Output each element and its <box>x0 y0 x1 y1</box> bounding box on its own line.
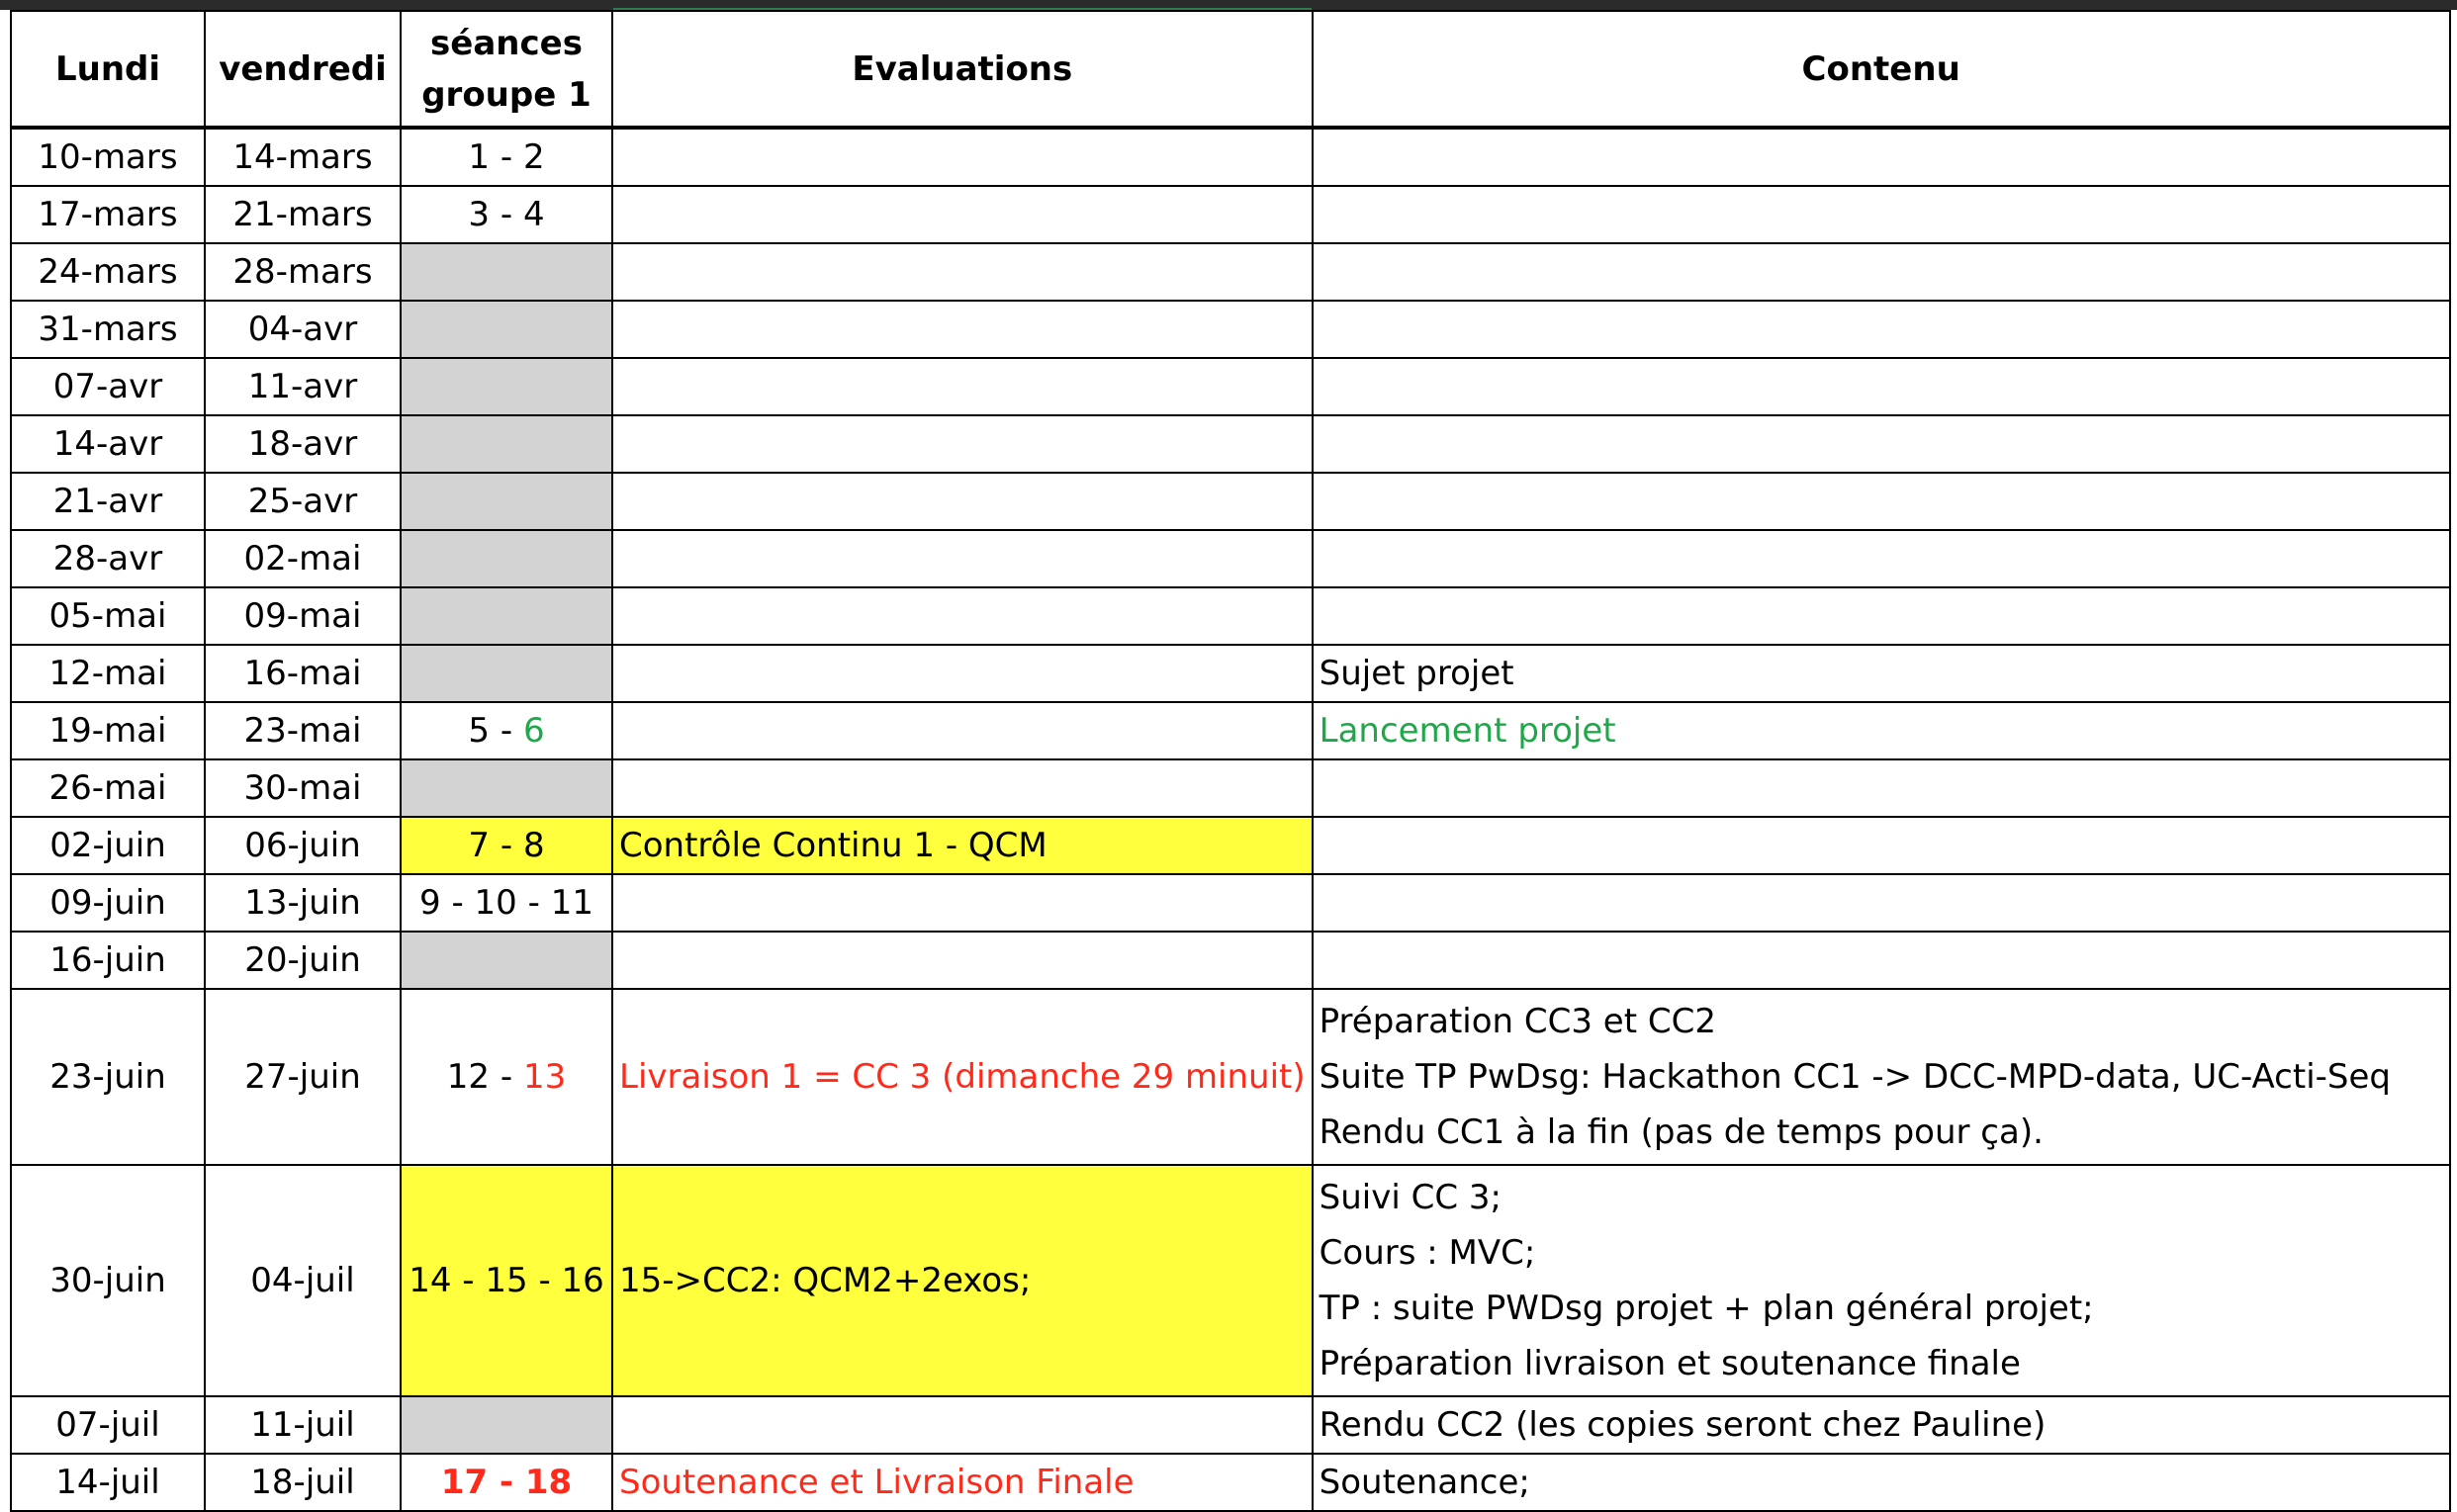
contenu-line: Préparation livraison et soutenance finale <box>1319 1344 2021 1383</box>
contenu-line: Cours : MVC; <box>1319 1233 1536 1273</box>
cell-contenu[interactable] <box>1313 473 2450 530</box>
header-evaluations[interactable]: Evaluations <box>612 11 1313 128</box>
cell-evaluations[interactable] <box>612 301 1313 358</box>
cell-contenu[interactable] <box>1313 817 2450 874</box>
cell-vendredi[interactable]: 11-juil <box>205 1396 401 1454</box>
cell-vendredi[interactable]: 18-juil <box>205 1454 401 1511</box>
cell-seances[interactable]: 7 - 8 <box>401 817 612 874</box>
table-row <box>11 989 2450 1165</box>
cell-vendredi[interactable]: 13-juin <box>205 874 401 932</box>
cell-seances-empty[interactable] <box>401 1396 612 1454</box>
cell-lundi[interactable]: 12-mai <box>11 645 205 702</box>
cell-contenu[interactable]: Sujet projet <box>1313 645 2450 702</box>
cell-evaluations[interactable]: Contrôle Continu 1 - QCM <box>612 817 1313 874</box>
cell-evaluations[interactable] <box>612 932 1313 989</box>
table-row <box>11 301 2450 358</box>
cell-lundi[interactable]: 02-juin <box>11 817 205 874</box>
cell-vendredi[interactable]: 28-mars <box>205 243 401 301</box>
cell-lundi[interactable]: 30-juin <box>11 1165 205 1396</box>
cell-seances-empty[interactable] <box>401 301 612 358</box>
cell-contenu[interactable] <box>1313 128 2450 186</box>
cell-contenu[interactable] <box>1313 1165 2450 1396</box>
cell-evaluations[interactable] <box>612 530 1313 587</box>
cell-contenu[interactable] <box>1313 759 2450 817</box>
cell-lundi[interactable]: 19-mai <box>11 702 205 759</box>
cell-evaluations[interactable] <box>612 186 1313 243</box>
cell-contenu[interactable] <box>1313 587 2450 645</box>
header-row <box>11 11 2450 128</box>
cell-lundi[interactable]: 07-avr <box>11 358 205 415</box>
table-row <box>11 530 2450 587</box>
cell-seances[interactable] <box>401 989 612 1165</box>
cell-evaluations[interactable] <box>612 358 1313 415</box>
header-seances-line1: séances <box>430 23 583 63</box>
cell-lundi[interactable]: 26-mai <box>11 759 205 817</box>
cell-evaluations[interactable] <box>612 243 1313 301</box>
cell-seances-empty[interactable] <box>401 243 612 301</box>
table-row <box>11 817 2450 874</box>
cell-evaluations[interactable] <box>612 128 1313 186</box>
table-row <box>11 186 2450 243</box>
cell-vendredi[interactable]: 20-juin <box>205 932 401 989</box>
cell-vendredi[interactable]: 04-juil <box>205 1165 401 1396</box>
seances-part-highlight: 6 <box>522 711 545 751</box>
cell-contenu[interactable] <box>1313 530 2450 587</box>
header-vendredi[interactable]: vendredi <box>205 11 401 128</box>
cell-lundi[interactable]: 16-juin <box>11 932 205 989</box>
cell-seances[interactable]: 17 - 18 <box>401 1454 612 1511</box>
table-row <box>11 243 2450 301</box>
cell-evaluations[interactable] <box>612 759 1313 817</box>
contenu-line: Suivi CC 3; <box>1319 1178 1502 1217</box>
table-row <box>11 473 2450 530</box>
cell-evaluations[interactable] <box>612 702 1313 759</box>
cell-evaluations[interactable] <box>612 645 1313 702</box>
contenu-line: Suite TP PwDsg: Hackathon CC1 -> DCC-MPD-data, UC-Acti-Seq <box>1319 1057 2392 1097</box>
header-contenu[interactable]: Contenu <box>1313 11 2450 128</box>
seances-part: 5 - <box>468 711 523 751</box>
cell-evaluations[interactable]: Livraison 1 = CC 3 (dimanche 29 minuit) <box>612 989 1313 1165</box>
header-seances[interactable] <box>401 11 612 128</box>
cell-evaluations[interactable] <box>612 415 1313 473</box>
table-row <box>11 874 2450 932</box>
cell-lundi[interactable]: 05-mai <box>11 587 205 645</box>
cell-seances[interactable]: 9 - 10 - 11 <box>401 874 612 932</box>
cell-lundi[interactable]: 31-mars <box>11 301 205 358</box>
seances-part-highlight: 13 <box>522 1057 567 1097</box>
cell-seances-empty[interactable] <box>401 932 612 989</box>
seances-part: 12 - <box>446 1057 523 1097</box>
cell-lundi[interactable]: 24-mars <box>11 243 205 301</box>
contenu-line: Rendu CC1 à la fin (pas de temps pour ça). <box>1319 1112 2044 1152</box>
cell-lundi[interactable]: 14-avr <box>11 415 205 473</box>
cell-evaluations[interactable]: Soutenance et Livraison Finale <box>612 1454 1313 1511</box>
cell-seances[interactable]: 3 - 4 <box>401 186 612 243</box>
cell-seances[interactable] <box>401 702 612 759</box>
cell-lundi[interactable]: 21-avr <box>11 473 205 530</box>
table-row <box>11 702 2450 759</box>
cell-evaluations[interactable] <box>612 587 1313 645</box>
cell-contenu[interactable] <box>1313 358 2450 415</box>
cell-seances[interactable]: 14 - 15 - 16 <box>401 1165 612 1396</box>
cell-vendredi[interactable]: 27-juin <box>205 989 401 1165</box>
cell-contenu[interactable] <box>1313 874 2450 932</box>
cell-contenu[interactable] <box>1313 415 2450 473</box>
cell-contenu[interactable]: Soutenance; <box>1313 1454 2450 1511</box>
cell-contenu[interactable]: Rendu CC2 (les copies seront chez Pauline) <box>1313 1396 2450 1454</box>
cell-contenu[interactable]: Lancement projet <box>1313 702 2450 759</box>
cell-contenu[interactable] <box>1313 186 2450 243</box>
table-row <box>11 645 2450 702</box>
cell-seances-empty[interactable] <box>401 587 612 645</box>
cell-lundi[interactable]: 23-juin <box>11 989 205 1165</box>
cell-vendredi[interactable]: 30-mai <box>205 759 401 817</box>
table-row <box>11 415 2450 473</box>
cell-contenu[interactable] <box>1313 301 2450 358</box>
cell-lundi[interactable]: 10-mars <box>11 128 205 186</box>
cell-seances-empty[interactable] <box>401 415 612 473</box>
cell-contenu[interactable] <box>1313 989 2450 1165</box>
cell-seances[interactable]: 1 - 2 <box>401 128 612 186</box>
table-row <box>11 358 2450 415</box>
cell-evaluations[interactable] <box>612 473 1313 530</box>
schedule-table <box>10 10 2451 1512</box>
cell-seances-empty[interactable] <box>401 530 612 587</box>
cell-evaluations[interactable]: 15->CC2: QCM2+2exos; <box>612 1165 1313 1396</box>
table-row <box>11 932 2450 989</box>
cell-vendredi[interactable]: 18-avr <box>205 415 401 473</box>
cell-lundi[interactable]: 28-avr <box>11 530 205 587</box>
table-row <box>11 1165 2450 1396</box>
table-row <box>11 587 2450 645</box>
cell-lundi[interactable]: 17-mars <box>11 186 205 243</box>
cell-contenu[interactable] <box>1313 243 2450 301</box>
cell-seances-empty[interactable] <box>401 358 612 415</box>
cell-vendredi[interactable]: 14-mars <box>205 128 401 186</box>
cell-vendredi[interactable]: 06-juin <box>205 817 401 874</box>
cell-contenu[interactable] <box>1313 932 2450 989</box>
cell-seances-empty[interactable] <box>401 759 612 817</box>
cell-vendredi[interactable]: 02-mai <box>205 530 401 587</box>
contenu-line: TP : suite PWDsg projet + plan général projet; <box>1319 1289 2094 1328</box>
cell-seances-empty[interactable] <box>401 645 612 702</box>
cell-vendredi[interactable]: 16-mai <box>205 645 401 702</box>
cell-evaluations[interactable] <box>612 874 1313 932</box>
cell-vendredi[interactable]: 25-avr <box>205 473 401 530</box>
table-row <box>11 128 2450 186</box>
contenu-line: Préparation CC3 et CC2 <box>1319 1002 1716 1041</box>
cell-vendredi[interactable]: 11-avr <box>205 358 401 415</box>
cell-evaluations[interactable] <box>612 1396 1313 1454</box>
cell-lundi[interactable]: 07-juil <box>11 1396 205 1454</box>
header-seances-line2: groupe 1 <box>421 74 592 115</box>
table-row <box>11 1454 2450 1511</box>
table-row <box>11 1396 2450 1454</box>
cell-seances-empty[interactable] <box>401 473 612 530</box>
cell-lundi[interactable]: 09-juin <box>11 874 205 932</box>
header-lundi[interactable]: Lundi <box>11 11 205 128</box>
cell-vendredi[interactable]: 23-mai <box>205 702 401 759</box>
cell-vendredi[interactable]: 09-mai <box>205 587 401 645</box>
cell-vendredi[interactable]: 04-avr <box>205 301 401 358</box>
cell-vendredi[interactable]: 21-mars <box>205 186 401 243</box>
table-row <box>11 759 2450 817</box>
cell-lundi[interactable]: 14-juil <box>11 1454 205 1511</box>
